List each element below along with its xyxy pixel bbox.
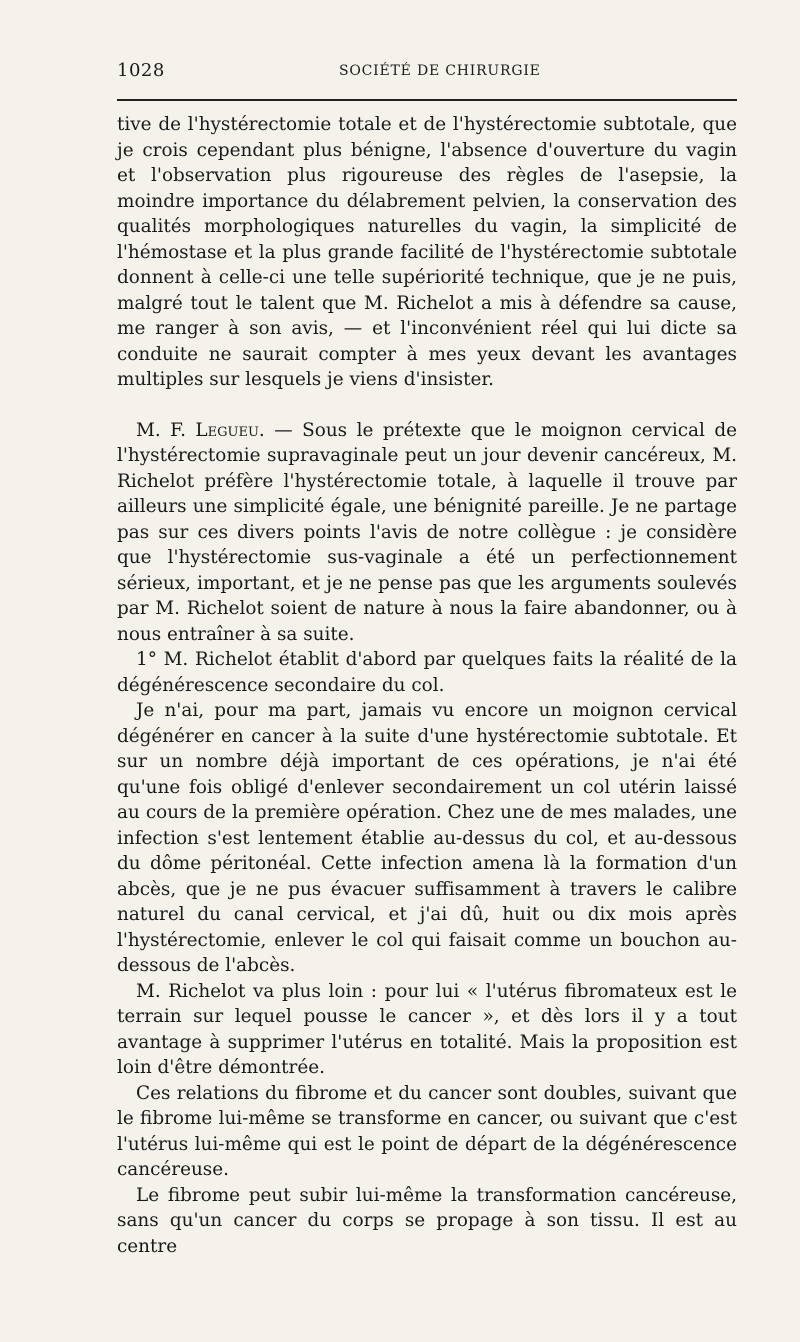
paragraph-3: 1° M. Richelot établit d'abord par quelques faits la réalité de la dégénérescence secondaire du col. <box>117 649 737 696</box>
body-text <box>117 112 737 1259</box>
paragraph-2 <box>117 418 737 648</box>
paragraph-2-text: — Sous le prétexte que le moignon cervical de l'hystérectomie supravaginale peut un jour devenir cancéreux, M. Richelot préfère l'hystérectomie totale, à laquelle il trouve par ailleurs une simplicité égale, une bénignité pareille. Je ne partage pas sur ces divers points l'avis de notre collègue : je considère que l'hystérectomie sus-vaginale a été un perfectionnement sérieux, important, et je ne pense pas que les arguments soulevés par M. Richelot soient de nature à nous la faire abandonner, ou à nous entraîner à sa suite. <box>117 419 737 645</box>
header-rule <box>117 99 737 101</box>
paragraph-1: tive de l'hystérectomie totale et de l'hystérectomie subtotale, que je crois cependant plus bénigne, l'absence d'ouverture du vagin et l'observation plus rigoureuse des règles de l'asepsie, la moindre importance du délabrement pelvien, la conservation des qualités morphologiques naturelles du vagin, la simplicité de l'hémostase et la plus grande facilité de l'hystérectomie subtotale donnent à celle-ci une telle supériorité technique, que je ne puis, malgré tout le talent que M. Richelot a mis à défendre sa cause, me ranger à son avis, — et l'inconvénient réel qui lui dicte sa conduite ne saurait compter à mes yeux devant les avantages multiples sur lesquels je viens d'insister. <box>117 114 737 390</box>
speaker-name: M. F. Legueu. <box>136 419 265 441</box>
paragraph-6: Ces relations du fibrome et du cancer sont doubles, suivant que le fibrome lui-même se transforme en cancer, ou suivant que c'est l'utérus lui-même qui est le point de départ de la dégénérescence cancéreuse. <box>117 1082 737 1180</box>
page-header <box>117 60 737 84</box>
paragraph-7: Le fibrome peut subir lui-même la transformation cancéreuse, sans qu'un cancer du corps se propage à son tissu. Il est au centre <box>117 1184 737 1257</box>
page-number: 1028 <box>117 60 165 81</box>
running-title: SOCIÉTÉ DE CHIRURGIE <box>339 63 541 79</box>
paragraph-5: M. Richelot va plus loin : pour lui « l'utérus fibromateux est le terrain sur lequel pousse le cancer », et dès lors il y a tout avantage à supprimer l'utérus en totalité. Mais la proposition est loin d'être démontrée. <box>117 980 737 1078</box>
paragraph-4: Je n'ai, pour ma part, jamais vu encore un moignon cervical dégénérer en cancer à la suite d'une hystérectomie subtotale. Et sur un nombre déjà important de ces opérations, je n'ai été qu'une fois obligé d'enlever secondairement un col utérin laissé au cours de la première opération. Chez une de mes malades, une infection s'est lentement établie au-dessus du col, et au-dessous du dôme péritonéal. Cette infection amena là la formation d'un abcès, que je ne pus évacuer suffisamment à travers le calibre naturel du canal cervical, et j'ai dû, huit ou dix mois après l'hystérectomie, enlever le col qui faisait comme un bouchon au-dessous de l'abcès. <box>117 700 737 976</box>
